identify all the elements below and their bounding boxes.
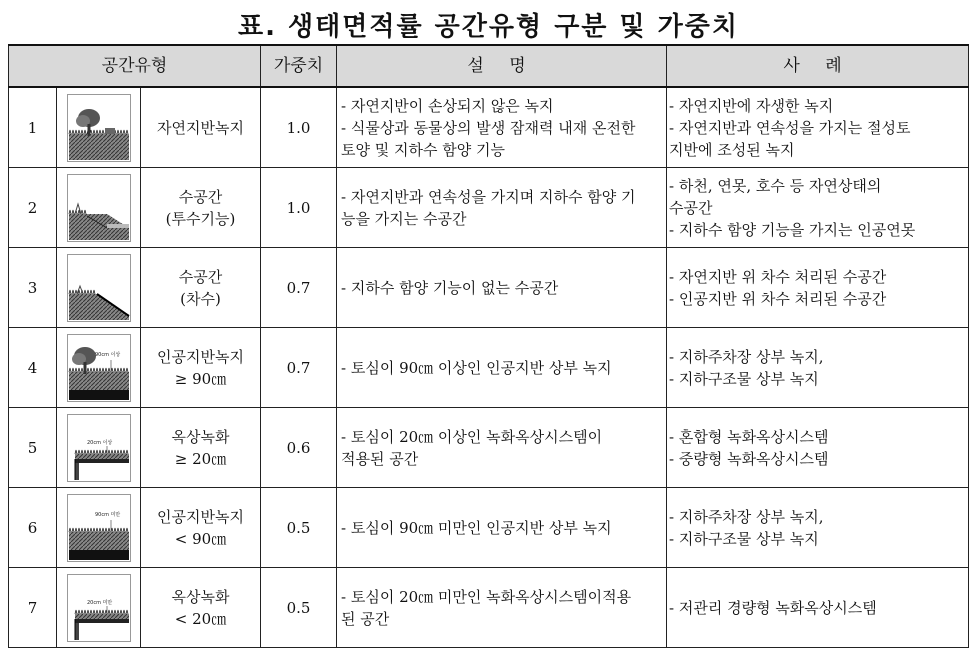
header-type: 공간유형 [9,45,261,87]
desc-line: 된 공간 [341,609,390,628]
space-type-illustration [67,334,131,402]
space-type-illustration [67,254,131,322]
illustration-cell [57,248,141,328]
space-type [141,168,261,248]
type-line: 자연지반녹지 [157,118,244,137]
description [337,87,667,168]
desc-line: - 자연지반과 연속성을 가지며 지하수 함양 기 [341,187,636,206]
example [667,568,969,648]
weight-value: 0.6 [261,408,337,488]
illustration-cell [57,568,141,648]
space-type-illustration [67,414,131,482]
example-line: - 하천, 연못, 호수 등 자연상태의 [669,176,882,195]
space-type [141,568,261,648]
table-row [9,568,969,648]
svg-text:90cm 미만: 90cm 미만 [94,511,120,518]
row-number: 5 [9,408,57,488]
weight-table [8,44,969,648]
svg-text:20cm 미만: 20cm 미만 [86,599,112,606]
space-type-illustration [67,94,131,162]
header-example: 사 례 [667,45,969,87]
desc-line: 능을 가지는 수공간 [341,209,467,228]
svg-text:20cm 이상: 20cm 이상 [86,439,112,446]
example-line: - 자연지반 위 차수 처리된 수공간 [669,267,887,286]
example [667,328,969,408]
desc-line: - 식물상과 동물상의 발생 잠재력 내재 온전한 [341,118,636,137]
type-line: < 90㎝ [174,529,227,548]
desc-line: - 토심이 90㎝ 미만인 인공지반 상부 녹지 [341,518,612,537]
description [337,408,667,488]
desc-line: 토양 및 지하수 함양 기능 [341,140,505,159]
space-type [141,328,261,408]
type-line: 수공간 [178,267,223,286]
space-type-illustration [67,174,131,242]
space-type-illustration [67,494,131,562]
example-line: 수공간 [669,198,713,217]
header-row [9,45,969,87]
row-number: 7 [9,568,57,648]
type-line: 수공간 [178,187,223,206]
svg-text:90cm 이상: 90cm 이상 [94,351,120,358]
example-line: - 저관리 경량형 녹화옥상시스템 [669,598,877,617]
table-row [9,168,969,248]
desc-line: - 토심이 90㎝ 이상인 인공지반 상부 녹지 [341,358,612,377]
example [667,168,969,248]
space-type [141,87,261,168]
description [337,328,667,408]
description [337,248,667,328]
illustration-cell [57,87,141,168]
space-type [141,248,261,328]
desc-line: - 토심이 20㎝ 이상인 녹화옥상시스템이 [341,427,603,446]
type-line: < 20㎝ [174,609,227,628]
example [667,488,969,568]
desc-line: 적용된 공간 [341,449,419,468]
table-row [9,248,969,328]
example-line: - 지하주차장 상부 녹지, [669,507,824,526]
illustration-cell [57,488,141,568]
space-type [141,408,261,488]
desc-line: - 자연지반이 손상되지 않은 녹지 [341,96,554,115]
example-line: - 지하구조물 상부 녹지 [669,529,819,548]
type-line: (투수기능) [165,209,236,228]
example-line: 지반에 조성된 녹지 [669,140,795,159]
example [667,408,969,488]
example-line: - 지하수 함양 기능을 가지는 인공연못 [669,220,916,239]
type-line: 옥상녹화 [171,427,230,446]
description [337,168,667,248]
space-type-illustration [67,574,131,642]
illustration-cell [57,328,141,408]
type-line: ≥ 90㎝ [174,369,227,388]
example-line: - 지하구조물 상부 녹지 [669,369,819,388]
desc-line: - 토심이 20㎝ 미만인 녹화옥상시스템이적용 [341,587,632,606]
table-row [9,408,969,488]
row-number: 4 [9,328,57,408]
weight-value: 1.0 [261,168,337,248]
weight-value: 0.5 [261,568,337,648]
type-line: 인공지반녹지 [157,507,244,526]
type-line: 인공지반녹지 [157,347,244,366]
example-line: - 혼합형 녹화옥상시스템 [669,427,829,446]
header-weight: 가중치 [261,45,337,87]
description [337,488,667,568]
example-line: - 중량형 녹화옥상시스템 [669,449,829,468]
type-line: ≥ 20㎝ [174,449,227,468]
example-line: - 인공지반 위 차수 처리된 수공간 [669,289,887,308]
weight-value: 0.7 [261,248,337,328]
description [337,568,667,648]
desc-line: - 지하수 함양 기능이 없는 수공간 [341,278,559,297]
weight-value: 0.5 [261,488,337,568]
weight-value: 0.7 [261,328,337,408]
row-number: 3 [9,248,57,328]
row-number: 2 [9,168,57,248]
type-line: 옥상녹화 [171,587,230,606]
example-line: - 자연지반과 연속성을 가지는 절성토 [669,118,911,137]
space-type [141,488,261,568]
table-title: 표. 생태면적률 공간유형 구분 및 가중치 [238,12,739,42]
table-row [9,328,969,408]
example-line: - 지하주차장 상부 녹지, [669,347,824,366]
example [667,87,969,168]
example-line: - 자연지반에 자생한 녹지 [669,96,834,115]
weight-value: 1.0 [261,87,337,168]
table-row [9,87,969,168]
header-desc: 설 명 [337,45,667,87]
row-number: 6 [9,488,57,568]
illustration-cell [57,168,141,248]
row-number: 1 [9,87,57,168]
example [667,248,969,328]
table-row [9,488,969,568]
type-line: (차수) [180,289,221,308]
illustration-cell [57,408,141,488]
